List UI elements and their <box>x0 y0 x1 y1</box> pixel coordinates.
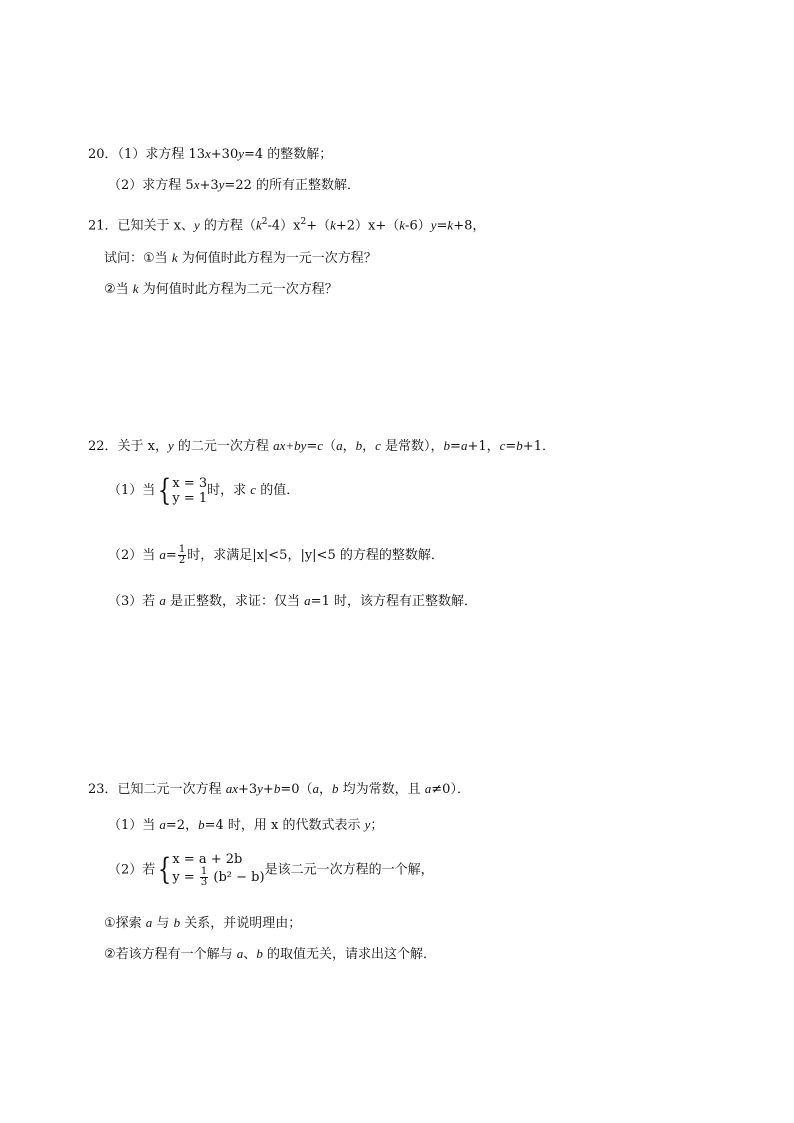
left-brace: { <box>158 472 172 508</box>
q21-part2: ②当 k 为何值时此方程为二元一次方程？ <box>104 281 338 297</box>
q21-stem: 21．已知关于 x、y 的方程$(k^2-4)x^2+(k+2)x+(k-6)y=k+8$， <box>88 217 486 234</box>
q22-part2: （2）当 a= $\frac{1}{2}$ 时，求满足|x|<5，|y|<5 的方程的整数解． <box>108 544 444 566</box>
q20-part2: （2）求方程 5x+3y=22 的所有正整数解． <box>108 177 360 193</box>
q20-number: 20． <box>88 147 118 162</box>
q20-part1: 20．（1）求方程 13x+30y=4 的整数解； <box>88 146 333 162</box>
q22-number: 22． <box>88 439 118 454</box>
q21-part1: 试问：①当 k 为何值时此方程为一元一次方程？ <box>104 250 377 266</box>
circled-two: ② <box>104 282 116 297</box>
fraction-one-half: $\frac{1}{2}$ <box>178 544 186 566</box>
fraction-one-third: $\frac{1}{3}$ <box>200 866 208 888</box>
equation-system: x = a + 2b y = $\frac{1}{3}$ (b² − b) <box>172 852 265 888</box>
circled-one: ① <box>104 916 116 931</box>
q22-stem: 22．关于 x，y 的二元一次方程 ax+by=c（a，b，c 是常数），b=a+1，c=b+1． <box>88 438 555 454</box>
left-brace: { <box>158 852 172 887</box>
circled-one: ① <box>143 251 155 266</box>
q23-part2: （2）若{ x = a + 2b y = $\frac{1}{3}$ (b² − b) 是该二元一次方程的一个解， <box>108 852 434 888</box>
q23-stem: 23．已知二元一次方程 ax+3y+b=0（a，b 均为常数，且 a≠0）． <box>88 781 470 797</box>
circled-two: ② <box>104 947 116 962</box>
q22-part3: （3）若 a 是正整数，求证：仅当 a=1 时，该方程有正整数解． <box>108 593 477 609</box>
q23-sub1: ①探索 a 与 b 关系，并说明理由； <box>104 915 302 931</box>
q23-part1: （1）当 a=2，b=4 时，用 x 的代数式表示 y； <box>108 817 384 833</box>
q21-number: 21． <box>88 218 118 234</box>
q23-number: 23． <box>88 782 118 797</box>
q22-part1: （1）当{ x = 3 y = 1 时，求 c 的值． <box>108 472 300 508</box>
q23-sub2: ②若该方程有一个解与 a、b 的取值无关，请求出这个解． <box>104 946 436 962</box>
equation-system: x = 3 y = 1 <box>172 475 208 506</box>
